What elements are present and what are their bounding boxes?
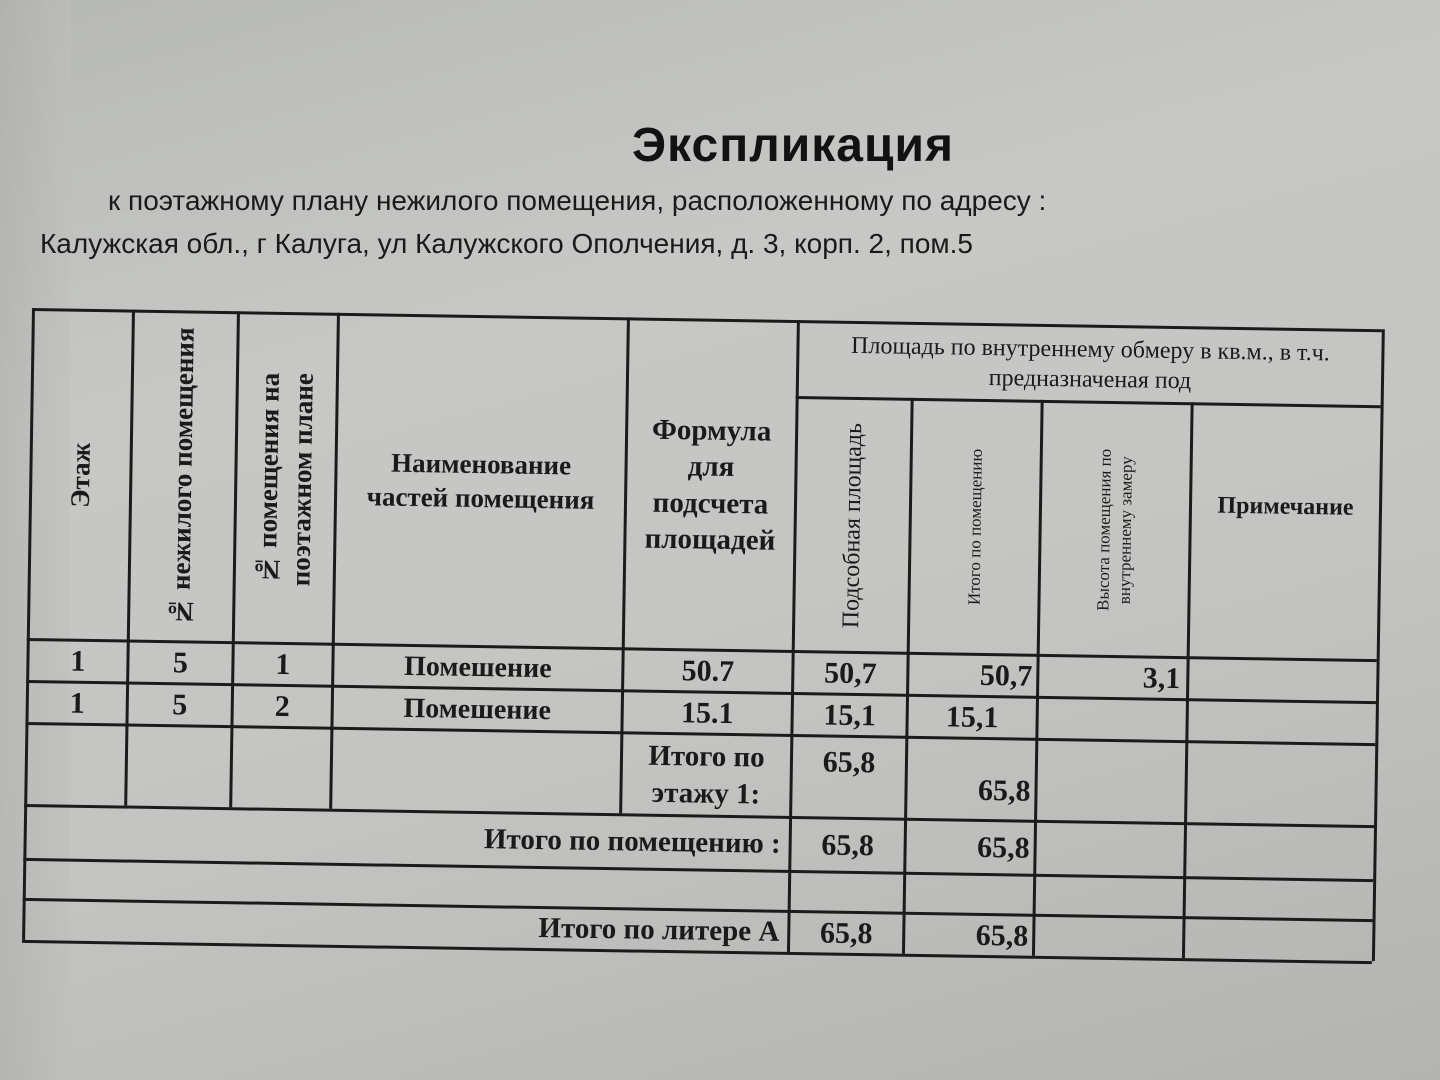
- header-floor: Этаж: [64, 442, 96, 508]
- row2-aux-area: 15,1: [823, 697, 877, 732]
- row2-note: [1188, 701, 1376, 743]
- row1-room-no: 5: [172, 645, 189, 679]
- litera-total-label: Итого по литере А: [538, 912, 780, 948]
- row1-name: Помешение: [403, 650, 552, 684]
- row1-floor: 1: [70, 644, 86, 678]
- header-formula: Формула для подсчета площадей: [644, 413, 776, 557]
- header-area-group: Площадь по внутреннему обмеру в кв.м., в т.ч. предназначеная под: [850, 332, 1331, 394]
- document-title: Экспликация: [632, 119, 954, 172]
- row1-height: 3,1: [1142, 660, 1181, 695]
- header-aux-area: Подсобная площадь: [838, 422, 868, 629]
- row2-floor: 1: [69, 686, 86, 720]
- explication-table: [22, 308, 1422, 990]
- header-note: Примечание: [1217, 492, 1354, 521]
- document-subtitle: к поэтажному плану нежилого помещения, расположенному по адресу :: [108, 185, 1047, 216]
- row2-height: [1038, 699, 1186, 740]
- row1-plan-no: 1: [275, 647, 291, 681]
- litera-total-aux-area: 65,8: [819, 915, 873, 950]
- row1-total: 50,7: [979, 658, 1033, 693]
- room-total-total: 65,8: [976, 830, 1030, 865]
- row2-plan-no: 2: [274, 689, 291, 723]
- document-address: Калужская обл., г Калуга, ул Калужского Ополчения, д. 3, корп. 2, пом.5: [40, 228, 973, 259]
- header-room-no: № нежилого помещения: [165, 326, 200, 627]
- row2-room-no: 5: [172, 687, 188, 721]
- row2-total: 15,1: [945, 699, 999, 734]
- floor-total-total: 65,8: [977, 773, 1031, 808]
- header-total-room: Итого по помещению: [964, 449, 986, 606]
- row1-formula: 50.7: [681, 653, 735, 688]
- row2-name: Помешение: [403, 692, 552, 726]
- litera-total-total: 65,8: [975, 918, 1029, 953]
- room-total-aux-area: 65,8: [821, 827, 875, 862]
- room-total-label: Итого по помещению :: [483, 823, 781, 860]
- header-plan-no: № помещения на поэтажном плане: [251, 371, 319, 586]
- row1-note: [1189, 659, 1377, 701]
- floor-total-aux-area: 65,8: [822, 745, 876, 780]
- row1-aux-area: 50,7: [823, 655, 877, 690]
- header-part-name: Наименование частей помещения: [366, 447, 595, 515]
- floor-total-label: Итого по этажу 1:: [648, 739, 765, 810]
- header-height: Высота помещения по внутреннему замеру: [1093, 448, 1137, 611]
- row2-formula: 15.1: [680, 695, 734, 730]
